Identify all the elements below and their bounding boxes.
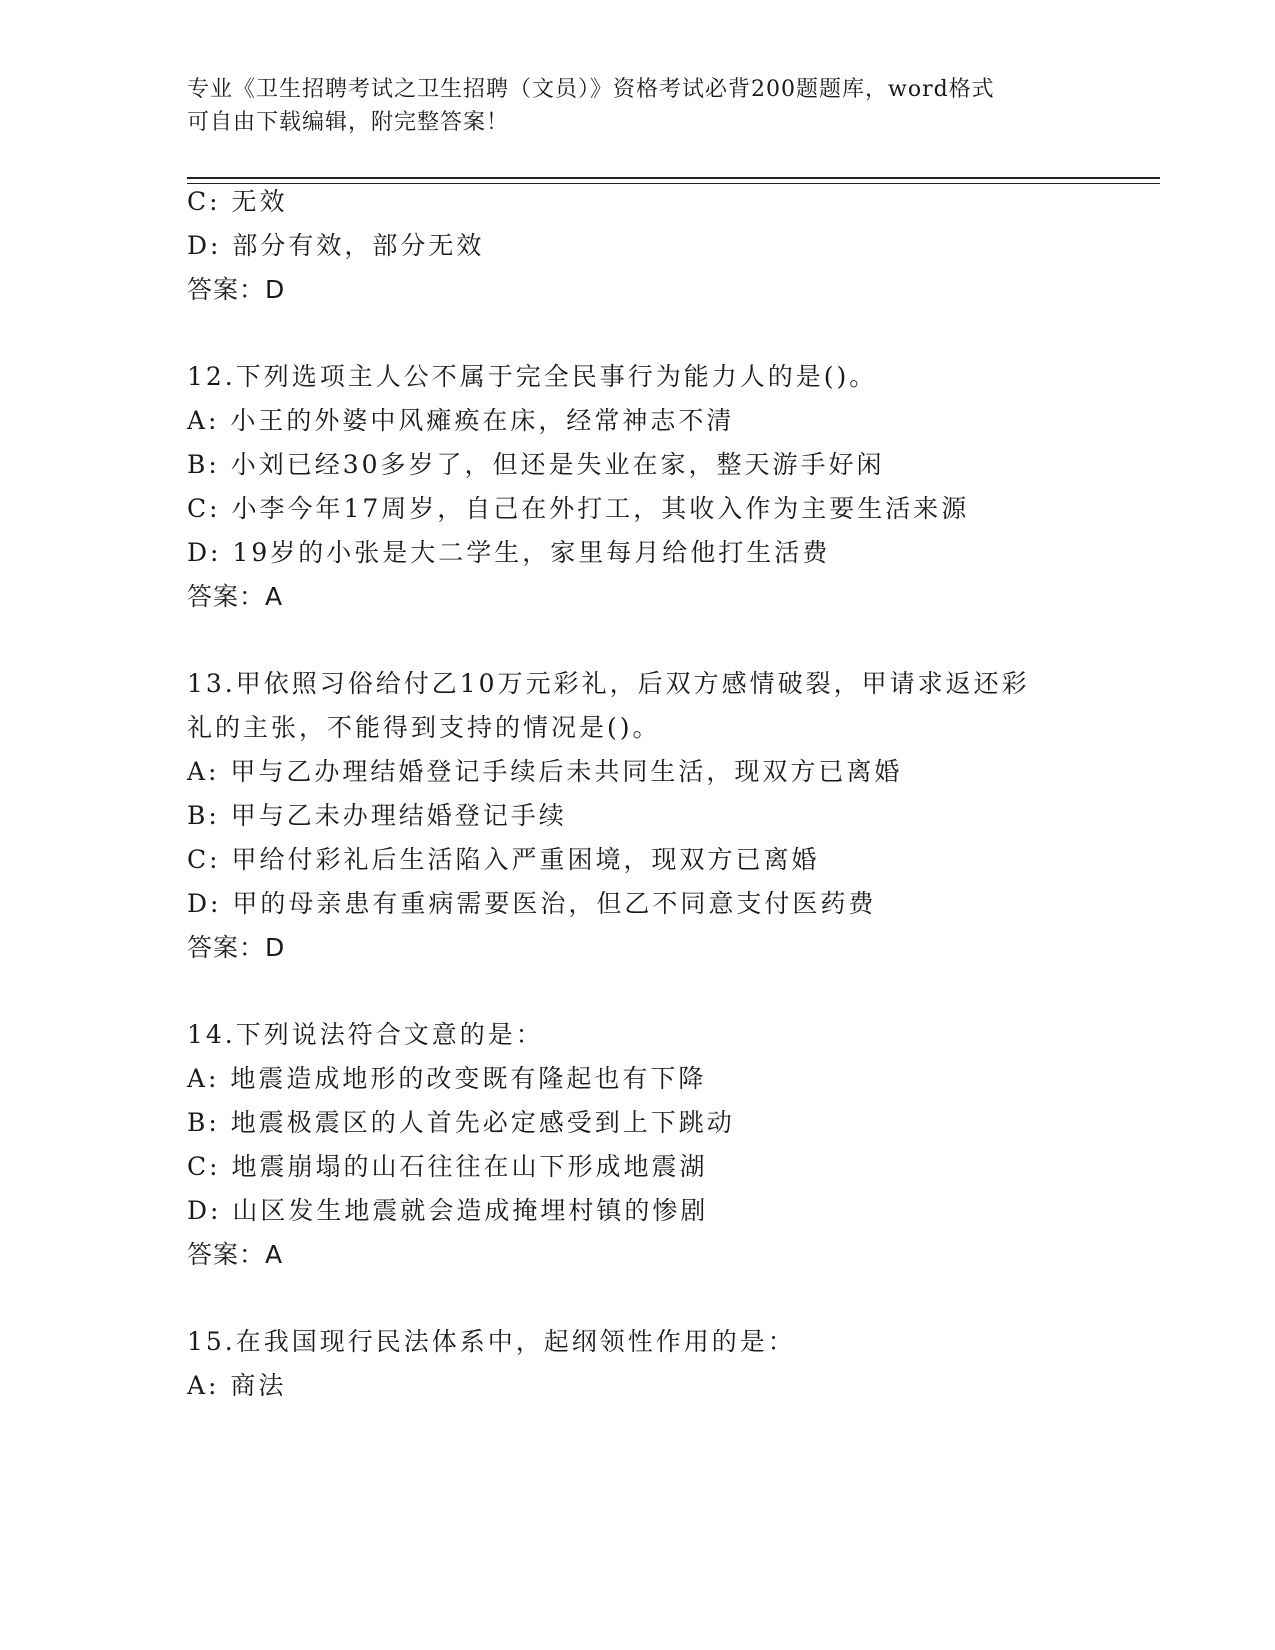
q11-option-c: C: 无效 (187, 187, 288, 216)
q12-option-c: C: 小李今年17周岁，自己在外打工，其收入作为主要生活来源 (187, 494, 970, 523)
header-line-2: 可自由下载编辑，附完整答案！ (187, 110, 510, 135)
q14-option-a: A: 地震造成地形的改变既有隆起也有下降 (187, 1064, 707, 1093)
header-divider-thin (187, 183, 1160, 184)
q13-option-a: A: 甲与乙办理结婚登记手续后未共同生活，现双方已离婚 (187, 757, 903, 786)
q13-stem-line-1: 13.甲依照习俗给付乙10万元彩礼，后双方感情破裂，甲请求返还彩 (187, 669, 1030, 698)
q14-option-c: C: 地震崩塌的山石往往在山下形成地震湖 (187, 1152, 708, 1181)
header-line-1: 专业《卫生招聘考试之卫生招聘（文员）》资格考试必背200题题库，word格式 (187, 77, 995, 102)
q13-option-d: D: 甲的母亲患有重病需要医治，但乙不同意支付医药费 (187, 889, 877, 918)
q13-stem-line-2: 礼的主张，不能得到支持的情况是()。 (187, 713, 661, 742)
q11-option-d: D: 部分有效，部分无效 (187, 231, 485, 260)
q13-answer: 答案：D (187, 933, 286, 962)
q15-stem: 15.在我国现行民法体系中，起纲领性作用的是： (187, 1327, 796, 1356)
q14-answer: 答案：A (187, 1240, 284, 1269)
q12-option-b: B: 小刘已经30多岁了，但还是失业在家，整天游手好闲 (187, 450, 885, 479)
q15-option-a: A: 商法 (187, 1371, 287, 1400)
q14-stem: 14.下列说法符合文意的是： (187, 1020, 544, 1049)
q11-answer: 答案：D (187, 275, 286, 304)
q13-option-b: B: 甲与乙未办理结婚登记手续 (187, 801, 567, 830)
q12-option-d: D: 19岁的小张是大二学生，家里每月给他打生活费 (187, 538, 831, 567)
q12-stem: 12.下列选项主人公不属于完全民事行为能力人的是()。 (187, 362, 878, 391)
q12-option-a: A: 小王的外婆中风瘫痪在床，经常神志不清 (187, 406, 735, 435)
q12-answer: 答案：A (187, 582, 284, 611)
document-header (187, 73, 1087, 139)
q14-option-b: B: 地震极震区的人首先必定感受到上下跳动 (187, 1108, 735, 1137)
header-divider-thick (187, 177, 1160, 179)
q14-option-d: D: 山区发生地震就会造成掩埋村镇的惨剧 (187, 1196, 709, 1225)
q13-option-c: C: 甲给付彩礼后生活陷入严重困境，现双方已离婚 (187, 845, 820, 874)
